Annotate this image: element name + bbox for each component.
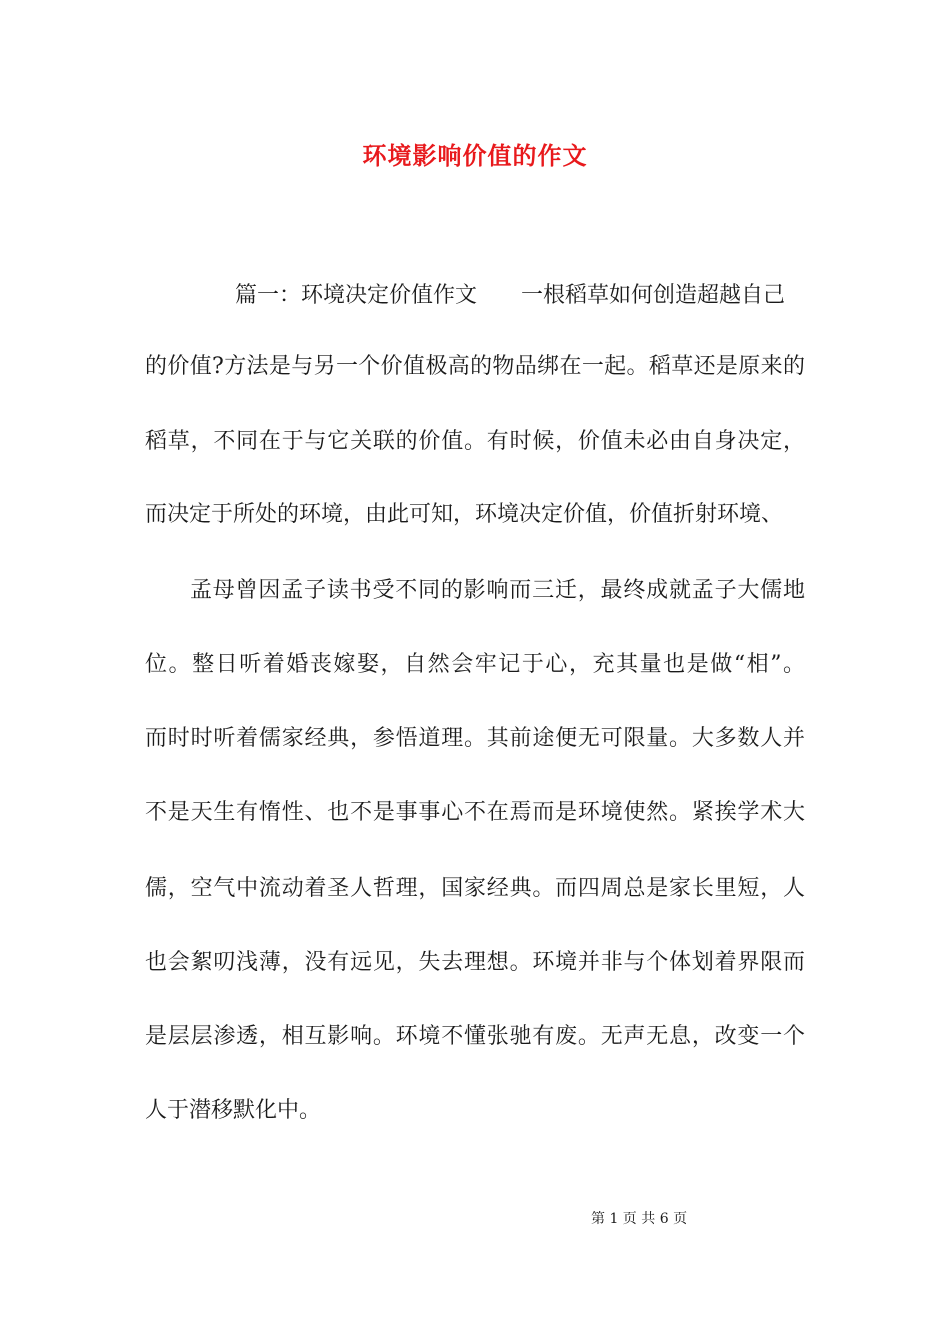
document-title: 环境影响价值的作文	[362, 141, 588, 170]
paragraph-line: 孟母曾因孟子读书受不同的影响而三迁，最终成就孟子大儒地	[190, 578, 805, 603]
page-footer: 第 1 页 共 6 页	[591, 1211, 688, 1227]
paragraph-line: 位。整日听着婚丧嫁娶，自然会牢记于心，充其量也是做“相”。	[145, 652, 805, 677]
paragraph-line: 的价值?方法是与另一个价值极高的物品绑在一起。稻草还是原来的	[145, 354, 805, 379]
paragraph-line: 是层层渗透，相互影响。环境不懂张驰有废。无声无息，改变一个	[145, 1024, 805, 1049]
paragraph-line: 人于潜移默化中。	[145, 1098, 322, 1123]
paragraph-line: 不是天生有惰性、也不是事事心不在焉而是环境使然。紧挨学术大	[145, 800, 805, 825]
paragraph-line: 篇一：环境决定价值作文 一根稻草如何创造超越自己	[235, 283, 786, 308]
paragraph-line: 儒，空气中流动着圣人哲理，国家经典。而四周总是家长里短，人	[145, 876, 805, 901]
paragraph-line: 而时时听着儒家经典，参悟道理。其前途便无可限量。大多数人并	[145, 726, 805, 751]
paragraph-line: 而决定于所处的环境，由此可知，环境决定价值，价值折射环境、	[145, 502, 784, 527]
paragraph-line: 稻草，不同在于与它关联的价值。有时候，价值未必由自身决定，	[145, 429, 805, 454]
paragraph-line: 也会絮叨浅薄，没有远见，失去理想。环境并非与个体划着界限而	[145, 950, 805, 975]
